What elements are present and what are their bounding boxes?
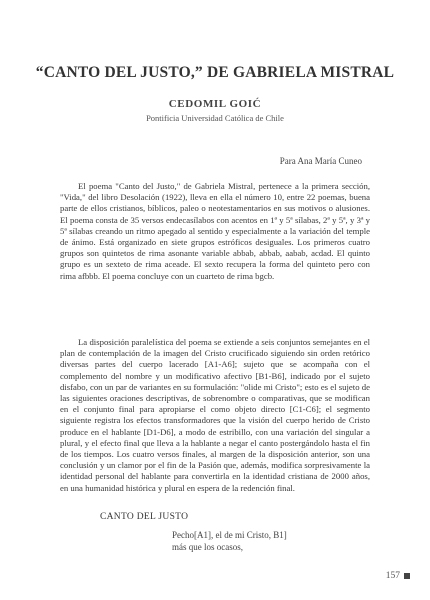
square-marker-icon — [404, 573, 410, 579]
author-affiliation: Pontificia Universidad Católica de Chile — [146, 113, 284, 123]
body-paragraph-1: El poema "Canto del Justo," de Gabriela Mistral, pertenece a la primera sección, "Vida," del libro Desolación (1922), lleva en ella el número 10, entre 22 poemas, buena parte de ellos cristianos, bíblicos, paleo o neotestamentarios en sus motivos o alusiones. El poema consta de 35 versos endecasílabos con acentos en 1ª y 5ª sílabas, 2ª y 5ª, y 3ª y 5ª sílabas creando un ritmo apegado al sentido y especialmente a la variación del temple de ánimo. Está organizado en siete grupos estróficos desiguales. Los primeros cuatro grupos son quintetos de rima asonante variable abbab, abbab, aabab, acdad. El quinto grupo es un sexteto de rima aceade. El sexto recupera la forma del quinteto pero con rima afbbb. El poema concluye con un cuarteto de rima bgcb. — [60, 181, 370, 281]
poem-line-1: Pecho[A1], el de mi Cristo, B1] — [172, 530, 287, 540]
author-name: CEDOMIL GOIĆ — [168, 98, 262, 110]
dedication: Para Ana María Cuneo — [279, 156, 362, 166]
poem-line-2: más que los ocasos, — [172, 542, 243, 552]
article-title: “CANTO DEL JUSTO,” DE GABRIELA MISTRAL — [35, 64, 395, 81]
page-footer — [386, 571, 410, 581]
poem-title: CANTO DEL JUSTO — [100, 512, 189, 522]
body-paragraph-2: La disposición paralelística del poema se extiende a seis conjuntos semejantes en el plan de contemplación de la imagen del Cristo crucificado siguiendo sin orden retórico diversas partes del cuerpo lacerado [A1-A6]; sujeto que se acompaña con el complemento del nombre y un modificativo afectivo [B1-B6], indicado por el sujeto disfabo, con un par de variantes en su formulación: "olide mi Cristo"; esto es el sujeto de las siguientes oraciones descriptivas, de sobrenombre o comparativas, que se modifican en el conjunto final para apropiarse el como objeto directo [C1-C6]; el segmento siguiente registra los efectos transformadores que la visión del cuerpo herido de Cristo produce en el hablante [D1-D6], a modo de estribillo, con una variación del singular a plural, y el efecto final que lleva a la hablante a negar el canto postergándolo hasta el fin de los tiempos. Los cuatro versos finales, al margen de la disposición anterior, son una conclusión y un clamor por el fin de la Pasión que, además, modifica sorpresivamente la identidad personal del hablante para convertirla en la identidad cristiana de 2000 años, en una humanidad histórica y plural en espera de la redención final. — [60, 337, 370, 493]
page-number: 157 — [385, 571, 400, 581]
